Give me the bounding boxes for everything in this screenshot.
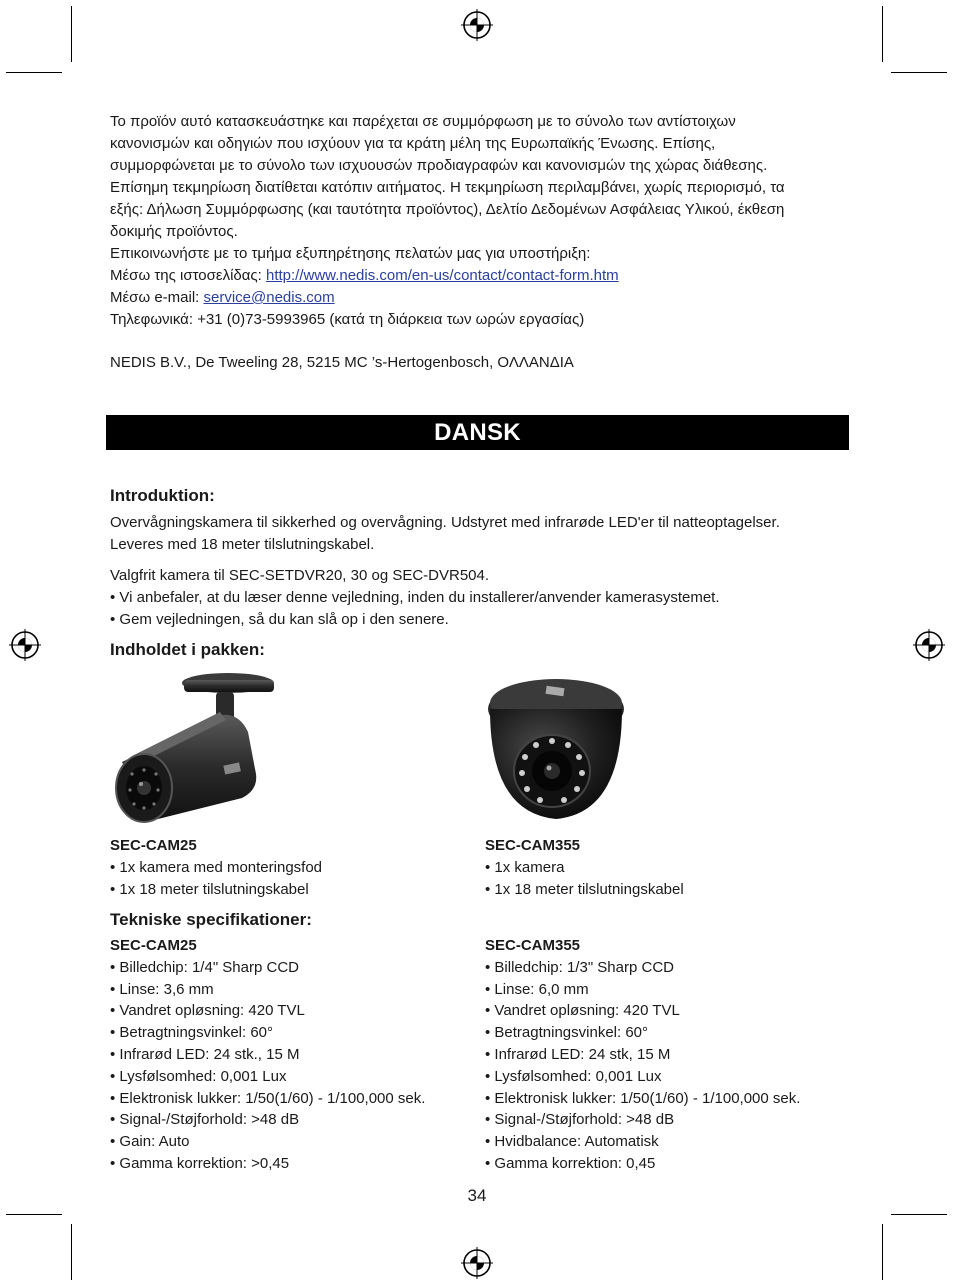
registration-mark-icon <box>460 1246 494 1280</box>
spec-item: • Infrarød LED: 24 stk, 15 M <box>485 1044 800 1066</box>
package-right <box>485 835 684 900</box>
intro-bullet: • Gem vejledningen, så du kan slå op i den senere. <box>110 609 449 631</box>
registration-mark-icon <box>912 628 946 662</box>
spec-item: • Elektronisk lukker: 1/50(1/60) - 1/100,000 sek. <box>110 1088 425 1110</box>
specs-right <box>485 935 800 1175</box>
spec-item: • Betragtningsvinkel: 60° <box>485 1022 800 1044</box>
bullet-camera-icon <box>108 670 278 832</box>
spec-item: • Gamma korrektion: >0,45 <box>110 1153 425 1175</box>
crop-mark <box>71 1224 72 1280</box>
phone-line: Τηλεφωνικά: +31 (0)73-5993965 (κατά τη διάρκεια των ωρών εργασίας) <box>110 311 585 328</box>
crop-mark <box>6 72 62 73</box>
section-title: DANSK <box>434 419 521 446</box>
crop-mark <box>891 72 947 73</box>
web-label: Μέσω της ιστοσελίδας: <box>110 267 266 284</box>
greek-line: Επίσημη τεκμηρίωση διατίθεται κατόπιν αιτήματος. Η τεκμηρίωση περιλαμβάνει, χωρίς περιορισμό, τα <box>110 179 785 196</box>
web-contact-line <box>110 265 619 287</box>
greek-line: συμμορφώνεται με το σύνολο των ισχυουσών προδιαγραφών και κανονισμών της χώρας διάθεσης. <box>110 157 768 174</box>
specs-right-model: SEC-CAM355 <box>485 937 581 954</box>
registration-mark-icon <box>8 628 42 662</box>
package-right-model: SEC-CAM355 <box>485 837 581 854</box>
spec-item: • Linse: 3,6 mm <box>110 979 425 1001</box>
spec-item: • Signal-/Støjforhold: >48 dB <box>485 1109 800 1131</box>
specs-left-model: SEC-CAM25 <box>110 937 197 954</box>
email-contact-line <box>110 287 335 309</box>
crop-mark <box>71 6 72 62</box>
dome-camera-icon <box>484 673 628 823</box>
spec-item: • Hvidbalance: Automatisk <box>485 1131 800 1153</box>
email-link[interactable]: service@nedis.com <box>203 289 335 306</box>
crop-mark <box>891 1214 947 1215</box>
registration-mark-icon <box>460 8 494 42</box>
intro-heading: Introduktion: <box>110 486 215 505</box>
spec-item: • Gain: Auto <box>110 1131 425 1153</box>
email-label: Μέσω e-mail: <box>110 289 204 306</box>
package-heading: Indholdet i pakken: <box>110 640 265 659</box>
spec-item: • Lysfølsomhed: 0,001 Lux <box>110 1066 425 1088</box>
crop-mark <box>882 1224 883 1280</box>
package-left-item: • 1x 18 meter tilslutningskabel <box>110 879 322 901</box>
contact-form-link[interactable]: http://www.nedis.com/en-us/contact/contact-form.htm <box>266 267 619 284</box>
greek-line: κανονισμών και οδηγιών που ισχύουν για τα κράτη μέλη της Ευρωπαϊκής Ένωσης. Επίσης, <box>110 135 716 152</box>
package-left <box>110 835 322 900</box>
crop-mark <box>6 1214 62 1215</box>
spec-item: • Vandret opløsning: 420 TVL <box>110 1000 425 1022</box>
greek-line: εξής: Δήλωση Συμμόρφωσης (και ταυτότητα προϊόντος), Δελτίο Δεδομένων Ασφάλειας Υλικού, έκθεση <box>110 201 785 218</box>
crop-mark <box>882 6 883 62</box>
optional-line: Valgfrit kamera til SEC-SETDVR20, 30 og SEC-DVR504. <box>110 567 490 584</box>
intro-bullet: • Vi anbefaler, at du læser denne vejledning, inden du installerer/anvender kamerasystemet. <box>110 587 720 609</box>
greek-line: δοκιμής προϊόντος. <box>110 223 238 240</box>
spec-item: • Billedchip: 1/4" Sharp CCD <box>110 957 425 979</box>
intro-line: Leveres med 18 meter tilslutningskabel. <box>110 536 375 553</box>
spec-item: • Lysfølsomhed: 0,001 Lux <box>485 1066 800 1088</box>
spec-item: • Vandret opløsning: 420 TVL <box>485 1000 800 1022</box>
intro-line: Overvågningskamera til sikkerhed og overvågning. Udstyret med infrarøde LED'er til natteoptagelser. <box>110 514 780 531</box>
spec-item: • Linse: 6,0 mm <box>485 979 800 1001</box>
package-left-item: • 1x kamera med monteringsfod <box>110 857 322 879</box>
section-banner <box>106 415 849 450</box>
spec-item: • Elektronisk lukker: 1/50(1/60) - 1/100,000 sek. <box>485 1088 800 1110</box>
specs-left <box>110 935 425 1175</box>
greek-line: Το προϊόν αυτό κατασκευάστηκε και παρέχεται σε συμμόρφωση με το σύνολο των αντίστοιχων <box>110 113 736 130</box>
package-right-item: • 1x kamera <box>485 857 684 879</box>
spec-item: • Billedchip: 1/3" Sharp CCD <box>485 957 800 979</box>
specs-heading: Tekniske specifikationer: <box>110 910 312 929</box>
spec-item: • Signal-/Støjforhold: >48 dB <box>110 1109 425 1131</box>
page-number: 34 <box>467 1186 487 1205</box>
package-left-model: SEC-CAM25 <box>110 837 197 854</box>
contact-intro: Επικοινωνήστε με το τμήμα εξυπηρέτησης πελατών μας για υποστήριξη: <box>110 245 591 262</box>
spec-item: • Gamma korrektion: 0,45 <box>485 1153 800 1175</box>
package-right-item: • 1x 18 meter tilslutningskabel <box>485 879 684 901</box>
address-line: NEDIS B.V., De Tweeling 28, 5215 MC ’s-Hertogenbosch, ΟΛΛΑΝΔΙΑ <box>110 354 574 371</box>
spec-item: • Betragtningsvinkel: 60° <box>110 1022 425 1044</box>
spec-item: • Infrarød LED: 24 stk., 15 M <box>110 1044 425 1066</box>
